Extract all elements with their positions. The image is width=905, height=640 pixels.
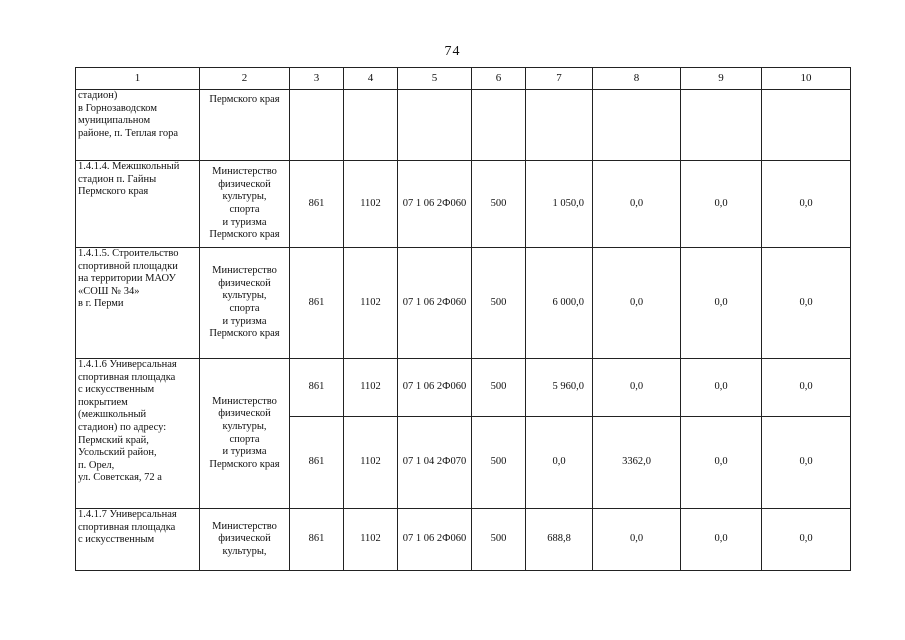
amount-col8-cell: 0,0 [593, 359, 681, 417]
table-row [76, 90, 851, 161]
expense-type-cell: 500 [472, 248, 526, 359]
section-cell: 1102 [344, 509, 398, 571]
empty-cell [681, 90, 762, 161]
column-header: 9 [681, 68, 762, 90]
amount-col10-cell: 0,0 [762, 359, 851, 417]
object-name-cell: 1.4.1.5. Строительство спортивной площадки на территории МАОУ «СОШ № 34» в г. Перми [76, 248, 200, 359]
target-article-cell: 07 1 04 2Ф070 [398, 417, 472, 509]
executor-cell: Министерство физической культуры, спорта и туризма Пермского края [200, 248, 290, 359]
section-cell: 1102 [344, 161, 398, 248]
empty-cell [472, 90, 526, 161]
column-header: 6 [472, 68, 526, 90]
empty-cell [344, 90, 398, 161]
amount-col10-cell: 0,0 [762, 417, 851, 509]
grbs-cell: 861 [290, 509, 344, 571]
empty-cell [526, 90, 593, 161]
column-header: 3 [290, 68, 344, 90]
expense-type-cell: 500 [472, 509, 526, 571]
empty-cell [762, 90, 851, 161]
executor-cell: Министерство физической культуры, [200, 509, 290, 571]
column-header: 2 [200, 68, 290, 90]
object-name-cell: 1.4.1.4. Межшкольный стадион п. Гайны Пермского края [76, 161, 200, 248]
section-cell: 1102 [344, 417, 398, 509]
grbs-cell: 861 [290, 359, 344, 417]
empty-cell [290, 90, 344, 161]
column-header: 5 [398, 68, 472, 90]
empty-cell [593, 90, 681, 161]
object-name-cell: 1.4.1.6 Универсальная спортивная площадка с искусственным покрытием (межшкольный стадион) по адресу: Пермский край, Усольский район, п. Орел, ул. Советская, 72 а [76, 359, 200, 509]
target-article-cell: 07 1 06 2Ф060 [398, 359, 472, 417]
amount-col9-cell: 0,0 [681, 248, 762, 359]
executor-cell: Министерство физической культуры, спорта и туризма Пермского края [200, 161, 290, 248]
column-number-header-row [76, 68, 851, 90]
amount-col9-cell: 0,0 [681, 359, 762, 417]
column-header: 8 [593, 68, 681, 90]
section-cell: 1102 [344, 248, 398, 359]
amount-col10-cell: 0,0 [762, 248, 851, 359]
amount-col7-cell: 5 960,0 [526, 359, 593, 417]
expense-type-cell: 500 [472, 161, 526, 248]
amount-col7-cell: 0,0 [526, 417, 593, 509]
target-article-cell: 07 1 06 2Ф060 [398, 161, 472, 248]
amount-col9-cell: 0,0 [681, 509, 762, 571]
amount-col8-cell: 0,0 [593, 161, 681, 248]
column-header: 4 [344, 68, 398, 90]
amount-col9-cell: 0,0 [681, 161, 762, 248]
object-name-cell: стадион) в Горнозаводском муниципальном районе, п. Теплая гора [76, 90, 200, 161]
object-name-cell: 1.4.1.7 Универсальная спортивная площадка с искусственным [76, 509, 200, 571]
column-header: 10 [762, 68, 851, 90]
grbs-cell: 861 [290, 161, 344, 248]
table-row [76, 161, 851, 248]
table-row [76, 509, 851, 571]
amount-col8-cell: 0,0 [593, 248, 681, 359]
empty-cell [398, 90, 472, 161]
section-cell: 1102 [344, 359, 398, 417]
budget-table [75, 67, 851, 571]
amount-col10-cell: 0,0 [762, 509, 851, 571]
grbs-cell: 861 [290, 417, 344, 509]
expense-type-cell: 500 [472, 417, 526, 509]
target-article-cell: 07 1 06 2Ф060 [398, 509, 472, 571]
amount-col9-cell: 0,0 [681, 417, 762, 509]
page-number: 74 [444, 44, 461, 59]
table-row [76, 359, 851, 417]
amount-col7-cell: 1 050,0 [526, 161, 593, 248]
grbs-cell: 861 [290, 248, 344, 359]
amount-col7-cell: 688,8 [526, 509, 593, 571]
expense-type-cell: 500 [472, 359, 526, 417]
executor-cell: Министерство физической культуры, спорта и туризма Пермского края [200, 359, 290, 509]
amount-col7-cell: 6 000,0 [526, 248, 593, 359]
column-header: 1 [76, 68, 200, 90]
executor-cell: Пермского края [200, 90, 290, 161]
table-row [76, 248, 851, 359]
amount-col10-cell: 0,0 [762, 161, 851, 248]
amount-col8-cell: 0,0 [593, 509, 681, 571]
amount-col8-cell: 3362,0 [593, 417, 681, 509]
target-article-cell: 07 1 06 2Ф060 [398, 248, 472, 359]
column-header: 7 [526, 68, 593, 90]
